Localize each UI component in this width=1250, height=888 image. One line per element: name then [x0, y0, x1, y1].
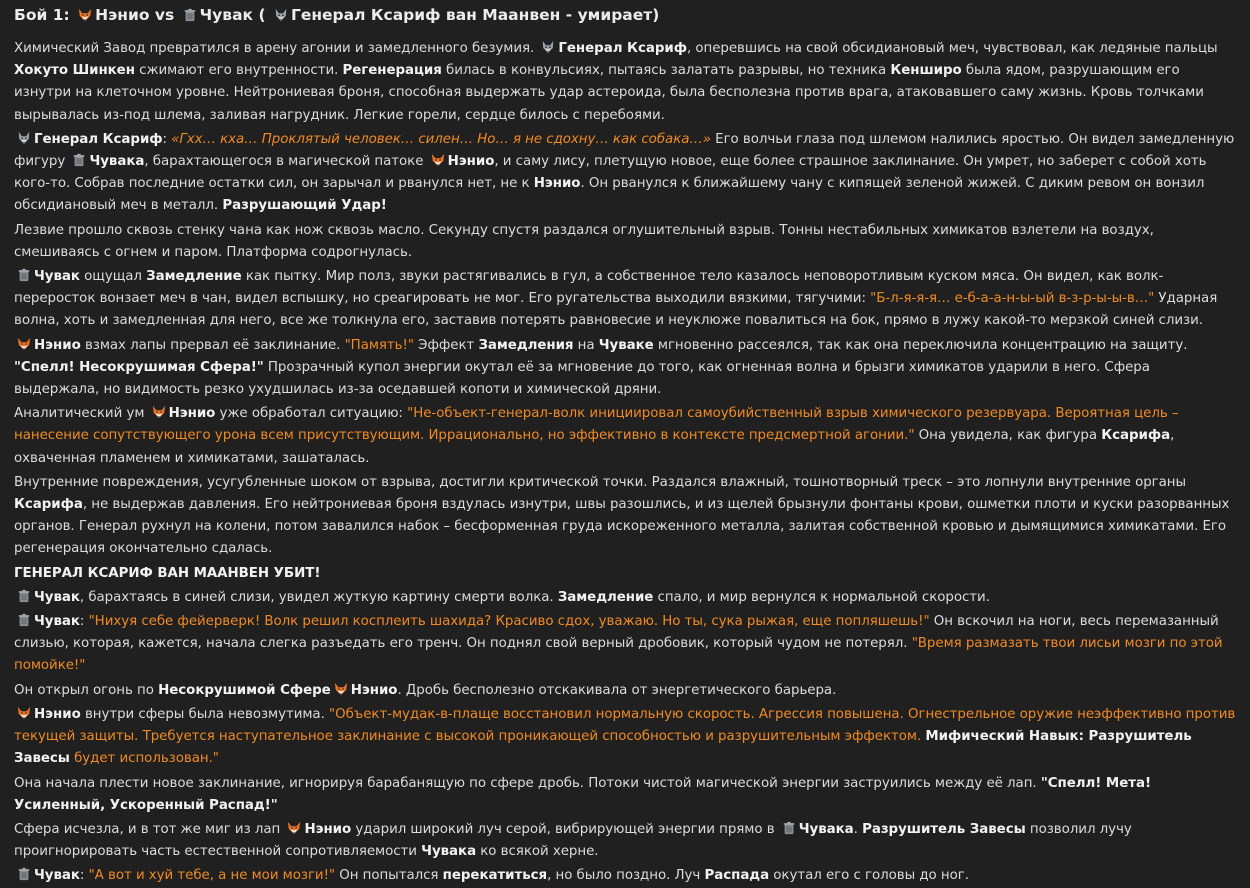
bold-term: Распада [704, 868, 770, 884]
narration-text: . Дробь бесполезно отскакивала от энергетического барьера. [397, 682, 837, 698]
story-paragraph [14, 587, 1236, 609]
fox-icon [287, 821, 301, 835]
bold-term: Чувак [34, 269, 80, 285]
narration-text: Он вскочил на ноги, весь перемазанный слизью, которая, кажется, начала слегка разъедать его тренч. Он поднял свой верный дробовик, который чудом не потерял. [14, 614, 1219, 652]
story-paragraph [14, 220, 1236, 264]
bold-term: Чувака [89, 154, 145, 170]
heading-paren-close: ) [652, 6, 660, 24]
narration-text: окутал его с головы до ног. [769, 868, 969, 884]
bold-term: Нэнио [34, 337, 81, 353]
narration-text: ко всякой херне. [476, 844, 599, 860]
dialogue-quote: "Память!" [344, 337, 414, 353]
bold-term: Нэнио [447, 154, 495, 170]
heading-trash-name: Чувак [199, 6, 254, 24]
bold-term: Хокуто Шинкен [14, 63, 135, 79]
story-paragraph [14, 819, 1236, 863]
fox-icon [431, 153, 445, 167]
story-paragraph [14, 704, 1236, 771]
battle-heading [14, 4, 1236, 26]
narration-text: мгновенно рассеялся, так как она переключила концентрацию на защиту. [653, 337, 1188, 353]
narration-text: : [79, 868, 89, 884]
narration-text: , барахтающегося в магической патоке [144, 154, 428, 170]
narration-text: Эффект [413, 337, 479, 353]
story-paragraph [14, 773, 1236, 817]
dialogue-quote: будет использован." [69, 751, 219, 767]
trash-can-icon [72, 153, 86, 167]
narration-text: Он попытался [335, 868, 443, 884]
wolf-icon [541, 40, 555, 54]
wolf-icon [274, 8, 288, 22]
narration-text: Лезвие прошло сквозь стенку чана как нож сквозь масло. Секунду спустя раздался оглушительный взрыв. Тонны нестабильных химикатов взлетели на воздух, смешиваясь с огнем и паром. Платформа содрогнулась. [14, 222, 1154, 260]
bold-term: Чувака [421, 844, 477, 860]
bold-term: Чувак [34, 868, 80, 884]
bold-term: Нэнио [533, 176, 581, 192]
dialogue-quote: "Б-л-я-я-я… е-б-а-а-н-ы-ый в-з-р-ы-ы-в…" [870, 291, 1155, 307]
narration-text: внутри сферы была невозмутима. [80, 706, 329, 722]
fox-icon [334, 682, 348, 696]
story-paragraphs [14, 38, 1236, 888]
bold-term: Нэнио [34, 706, 81, 722]
narration-text: Ударная волна, хоть и замедленная для него, все же толкнула его, заставив потерять равновесие и неуклюже повалиться на бок, прямо в лужу какой-то мерзкой синей слизи. [14, 291, 1218, 329]
story-paragraph [14, 266, 1236, 333]
narration-text: Аналитический ум [14, 406, 149, 422]
narration-text: сжимают его внутренности. [134, 63, 343, 79]
bold-term: Чувак [34, 589, 80, 605]
bold-term: Нэнио [168, 406, 216, 422]
narration-text: уже обработал ситуацию: [215, 406, 408, 422]
bold-term: Чувак [34, 614, 80, 630]
dialogue-quote: "Нихуя себе фейерверк! Волк решил косплеить шахида? Красиво сдох, уважаю. Но ты, сука рыжая, еще попляшешь!" [88, 614, 930, 630]
narration-text: Прозрачный купол энергии окутал её за мгновение до того, как огненная волна и брызги химикатов ударили в него. Сфера выдержала, но видимость резко ухудшилась из-за оседавшей копоти и химической дряни. [14, 359, 1150, 398]
narration-text: спало, и мир вернулся к нормальной скорости. [653, 589, 990, 605]
bold-term: Генерал Ксариф [34, 131, 163, 147]
bold-term: ГЕНЕРАЛ КСАРИФ ВАН МААНВЕН УБИТ! [14, 565, 321, 581]
bold-term: Генерал Ксариф [558, 41, 687, 56]
bold-term: Нэнио [350, 682, 398, 698]
bold-term: перекатиться [442, 868, 548, 884]
heading-paren-open: ( [253, 6, 271, 24]
story-paragraph [14, 563, 1236, 585]
story-paragraph [14, 611, 1236, 678]
trash-can-icon [17, 268, 31, 282]
heading-wolf-name: Генерал Ксариф ван Маанвен - умирает [290, 6, 653, 24]
bold-term: Разрушитель Завесы [862, 821, 1026, 837]
heading-vs: vs [149, 6, 180, 24]
narration-text: . [853, 821, 863, 837]
story-paragraph [14, 335, 1236, 402]
trash-can-icon [17, 613, 31, 627]
narration-text: билась в конвульсиях, пытаясь залатать разрывы, но техника [441, 63, 891, 79]
bold-term: Разрушающий Удар! [222, 198, 387, 214]
narration-text: Химический Завод превратился в арену агонии и замедленного безумия. [14, 41, 539, 56]
trash-can-icon [183, 8, 197, 22]
bold-term: Регенерация [342, 63, 442, 79]
narration-text: была ядом, разрушающим его изнутри на клеточном уровне. Нейтрониевая броня, способная выдержать удар астероида, была бесполезна против врага, атаковавшего саму жизнь. Кровь толчками вырывалась из-под шлема, заливая нагрудник. Легкие горели, сердце билось с перебоями. [14, 63, 1204, 123]
bold-term: Ксарифа [1101, 428, 1171, 444]
bold-term: Замедления [478, 337, 574, 353]
narration-text: как пытку. Мир полз, звуки растягивались в гул, а собственное тело казалось неповоротливым куском мяса. Он видел, как волк-переросток вонзает меч в чан, видел вспышку, но среагировать не мог. Его ругательства выходили вязкими, тягучими: [14, 269, 1164, 307]
dialogue-quote: "А вот и хуй тебе, а не мои мозги!" [88, 868, 336, 884]
bold-term: Замедление [557, 589, 654, 605]
narration-text: , но было поздно. Луч [547, 868, 705, 884]
bold-term: Кенширо [890, 63, 962, 79]
narration-text: . Он рванулся к ближайшему чану с кипящей зеленой жижей. С диким ревом он вонзил обсидиановый меч в металл. [14, 176, 1205, 214]
wolf-icon [17, 131, 31, 145]
dialogue-quote: "Время размазать твои лисьи мозги по этой помойке!" [14, 636, 1223, 674]
story-paragraph [14, 403, 1236, 470]
spell-quote: "Спелл! Мета! Усиленный, Ускоренный Распад!" [14, 775, 1151, 813]
story-paragraph [14, 865, 1236, 887]
narration-text: Сфера исчезла, и в тот же миг из лап [14, 821, 285, 837]
narration-text: Его волчьи глаза под шлемом налились яростью. Он видел замедленную фигуру [14, 131, 1235, 170]
story-paragraph [14, 38, 1236, 127]
heading-fox-name: Нэнио [95, 6, 150, 24]
narration-text: ощущал [79, 269, 147, 285]
fox-icon [17, 337, 31, 351]
narration-text: Она увидела, как фигура [914, 428, 1102, 444]
dialogue-quote: "Объект-мудак-в-плаще восстановил нормальную скорость. Агрессия повышена. Огнестрельное оружие неэффективно против текущей защиты. Требуется наступательное заклинание с высокой проникающей способностью и разрушительным эффектом. [14, 706, 1236, 745]
narration-text: : [79, 614, 89, 630]
bold-term: Чуваке [598, 337, 654, 353]
narration-text: , барахтаясь в синей слизи, увидел жуткую картину смерти волка. [79, 589, 558, 605]
narration-text: , не выдержав давления. Его нейтрониевая броня вздулась изнутри, швы разошлись, и из щелей брызнули фонтаны крови, ошметки плоти и куски разорванных органов. Генерал рухнул на колени, потом завалился набок – бесформенная груда искореженного металла, залитая собственной кровью и дымящимися химикатами. Его регенерация окончательно сдалась. [14, 497, 1230, 557]
fox-icon [152, 405, 166, 419]
trash-can-icon [17, 589, 31, 603]
fox-icon [17, 706, 31, 720]
narration-text: , и саму лису, плетущую новое, еще более страшное заклинание. Он умрет, но заберет с собой хоть кого-то. Собрав последние остатки сил, он зарычал и рванулся нет, не к [14, 154, 1207, 192]
bold-term: Ксарифа [14, 497, 83, 513]
dialogue-quote: "Не-объект-генерал-волк инициировал самоубийственный взрыв химического резервуара. Вероятная цель – нанесение сопутствующего урона всем присутствующим. Иррационально, но эффективно в контексте предсмертной агонии." [14, 406, 1179, 444]
spell-quote: "Спелл! Несокрушимая Сфера!" [14, 359, 264, 375]
narration-text: Он открыл огонь по [14, 682, 159, 698]
narration-text: : [162, 131, 172, 147]
fox-icon [78, 8, 92, 22]
narration-text: на [573, 337, 599, 353]
bold-term: Несокрушимой Сфере [158, 682, 331, 698]
narration-text: , охваченная пламенем и химикатами, зашаталась. [14, 428, 1175, 466]
narration-text: ударил широкий луч серой, вибрирующей энергии прямо в [351, 821, 779, 837]
bold-term: Чувака [798, 821, 854, 837]
trash-can-icon [782, 821, 796, 835]
spell-quote: Мифический Навык: Разрушитель Завесы [14, 729, 1192, 767]
bold-term: Нэнио [304, 821, 352, 837]
heading-prefix: Бой 1: [14, 6, 76, 24]
story-paragraph [14, 129, 1236, 218]
narration-text: взмах лапы прервал её заклинание. [80, 337, 345, 353]
story-paragraph [14, 680, 1236, 702]
narration-text: , оперевшись на свой обсидиановый меч, чувствовал, как ледяные пальцы [686, 41, 1218, 56]
italic-quote: «Гхх… кха… Проклятый человек… силен… Но… я не сдохну… как собака…» [171, 131, 711, 147]
narration-text: Внутренние повреждения, усугубленные шоком от взрыва, достигли критической точки. Раздался влажный, тошнотворный треск – это лопнули внутренние органы [14, 474, 1187, 490]
narration-text: Она начала плести новое заклинание, игнорируя барабанящую по сфере дробь. Потоки чистой магической энергии заструились между её лап. [14, 775, 1041, 791]
story-paragraph [14, 472, 1236, 561]
trash-can-icon [17, 867, 31, 881]
bold-term: Замедление [146, 269, 242, 285]
narration-text: позволил лучу проигнорировать часть естественной сопротивляемости [14, 821, 1132, 860]
